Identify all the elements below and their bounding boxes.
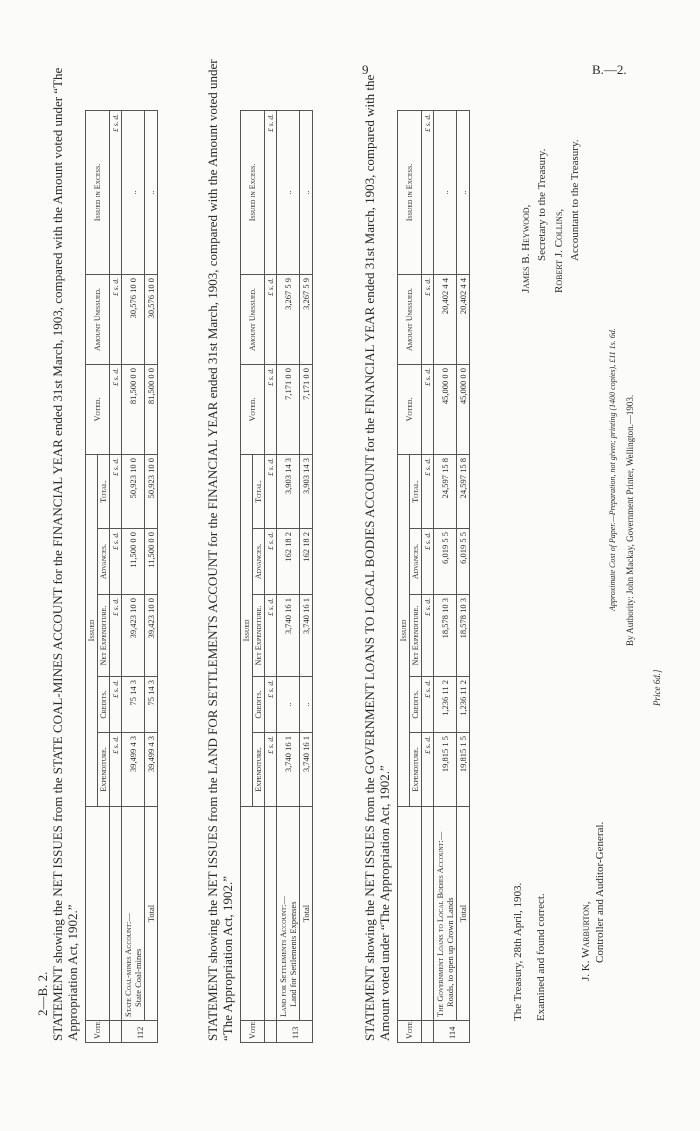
vote-header: Vote. [86,1021,110,1043]
statement-2-table: Vote. Issued Voted. Amount Unissued. Issued in Excess. Expenditure. Credits. Net Expenditure. Advances. Total. £ s. d. £ s. d. £ s. d. £ s. d. £ s. d. £ s. d. £ s. d. £ s. d. 113 Land for Settlements Account:— Land for Settlements Expenses 3,740 16 1 .. 3,740 16 1 162 18 2 3,903 14 3 7,171 0 0 3,267 5 9 .. Total 3,740 16 1 .. 3,740 16 1 162 18 2 3,903 14 3 7,171 0 0 3,267 5 9 .. [240,110,313,1043]
table-row: 113 Land for Settlements Account:— Land for Settlements Expenses 3,740 16 1 .. 3,740 16 1 162 18 2 3,903 14 3 7,171 0 0 3,267 5 9 .. [277,111,300,1043]
unissued-header: Amount Unissued. [86,275,110,365]
vote-number: 112 [122,1021,158,1043]
account-name: State Coal-mines Account:— [123,913,133,1017]
heywood-title: Secretary to the Treasury. [536,148,548,261]
paper-reference-side: 2—B. 2. [35,971,50,1016]
table-row: 112 State Coal-mines Account:— State Coal-mines 39,499 4 3 75 14 3 39,423 10 0 11,500 0 0 50,923 10 0 81,500 0 0 30,576 10 0 .. [122,111,145,1043]
printer-authority: By Authority: John Mackay, Government Printer, Wellington.—1903. [625,394,635,646]
total-row: Total 19,815 1 5 1,236 11 2 18,578 10 3 6,019 5 5 24,597 15 8 45,000 0 0 20,402 4 4 .. [457,111,470,1043]
collins-title: Accountant to the Treasury. [569,139,581,261]
warburton-title: Controller and Auditor-General. [594,821,606,963]
net-expenditure-header: Net Expenditure. [98,595,110,677]
total-row: Total 3,740 16 1 .. 3,740 16 1 162 18 2 3,903 14 3 7,171 0 0 3,267 5 9 .. [300,111,313,1043]
cost-note: Approximate Cost of Paper.—Preparation, not given; printing (1400 copies), £11 1s. 6d. [608,328,617,611]
statement-1-title: STATEMENT showing the NET ISSUES from the STATE COAL-MINES ACCOUNT for the FINANCIAL YEAR ended 31st March, 1903, compared with the Amount voted under “The Appropriation Act, 1902.” [50,67,80,1041]
price: Price 6d.] [652,669,662,706]
table-row: 114 The Government Loans to Local Bodies Account:— Roads, to open up Crown Lands 19,815 1 5 1,236 11 2 18,578 10 3 6,019 5 5 24,597 15 8 45,000 0 0 20,402 4 4 .. [434,111,457,1043]
vote-number: 114 [434,1021,470,1043]
page-number: 9 [362,62,369,77]
statement-3-table: Vote. Issued Voted. Amount Unissued. Issued in Excess. Expenditure. Credits. Net Expenditure. Advances. Total. £ s. d. £ s. d. £ s. d. £ s. d. £ s. d. £ s. d. £ s. d. £ s. d. 114 The Government Loans to Local Bodies Account:— Roads, to open up Crown Lands 19,815 1 5 1,236 11 2 18,578 10 3 6,019 5 5 24,597 15 8 45,000 0 0 20,402 4 4 .. Total 19,815 1 5 1,236 11 2 18,578 10 3 6,019 5 5 24,597 15 8 45,000 0 0 20,402 4 4 .. [397,110,470,1043]
item-name: State Coal-mines [133,948,143,1007]
statement-2-title: STATEMENT showing the NET ISSUES from the LAND FOR SETTLEMENTS ACCOUNT for the FINANCIAL YEAR ended 31st March, 1903, compared with the Amount voted under “The Appropriation Act, 1902.” [205,59,235,1041]
statement-3-title: STATEMENT showing the NET ISSUES from the GOVERNMENT LOANS TO LOCAL BODIES ACCOUNT for the FINANCIAL YEAR ended 31st March, 1903, compared with the Amount voted under “The Appropriation Act, 1902.” [362,74,392,1041]
issued-header: Issued [86,455,98,807]
warburton-name: J. K. Warburton, [580,901,592,981]
statement-1-table: Vote. Issued Voted. Amount Unissued. Issued in Excess. Expenditure. Credits. Net Expenditure. Advances. Total. £ s. d. £ s. d. £ s. d. £ s. d. £ s. d. £ s. d. £ s. d. £ s. d. 112 State Coal-mines Account:— State Coal-mines 39,499 4 3 75 14 3 39,423 10 0 11,500 0 0 50,923 10 0 81,500 0 0 30,576 10 0 .. Total 39,499 4 3 75 14 3 39,423 10 0 11,500 0 0 50,923 10 0 81,500 0 0 30,576 10 0 .. [85,110,158,1043]
advances-header: Advances. [98,529,110,595]
voted-header: Voted. [86,365,110,455]
expenditure-header: Expenditure. [98,733,110,807]
account-name: The Government Loans to Local Bodies Account:— [435,831,445,1017]
total-row: Total 39,499 4 3 75 14 3 39,423 10 0 11,500 0 0 50,923 10 0 81,500 0 0 30,576 10 0 .. [145,111,158,1043]
collins-name: Robert J. Collins, [553,208,565,293]
heywood-name: James B. Heywood, [520,204,532,293]
item-name: Roads, to open up Crown Lands [445,897,455,1007]
credits-header: Credits. [98,677,110,733]
paper-reference-top: B.—2. [592,62,627,77]
vote-number: 113 [277,1021,313,1043]
account-name: Land for Settlements Account:— [278,896,288,1017]
item-name: Land for Settlements Expenses [288,901,298,1007]
total-header: Total. [98,455,110,529]
treasury-date: The Treasury, 28th April, 1903. [512,882,524,1021]
excess-header: Issued in Excess. [86,111,110,275]
examined-note: Examined and found correct. [535,893,547,1021]
